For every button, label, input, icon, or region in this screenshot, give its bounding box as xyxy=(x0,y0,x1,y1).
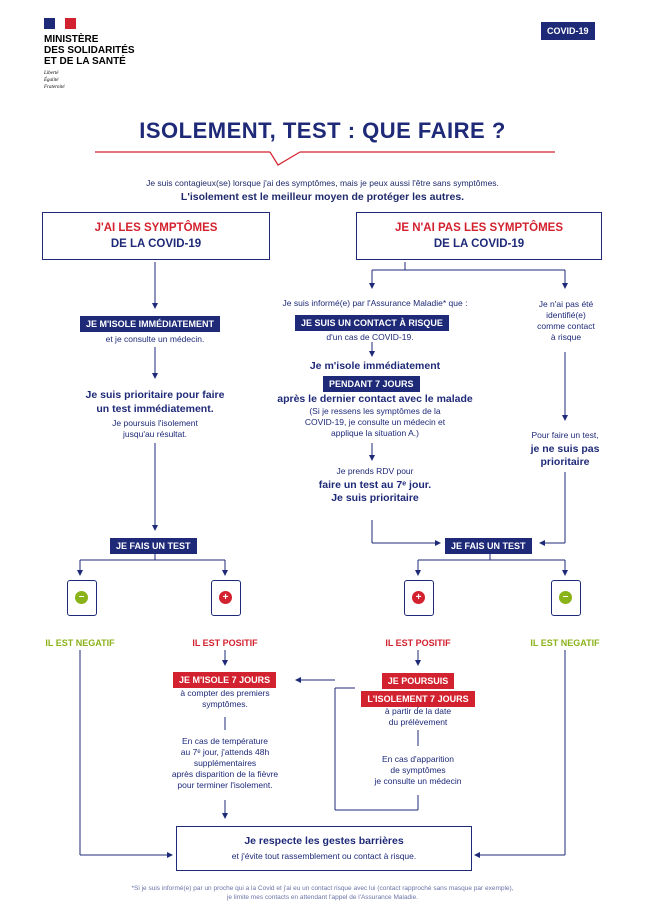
ministry-line3: ET DE LA SANTÉ xyxy=(44,56,126,67)
ministry-line1: MINISTÈRE xyxy=(44,34,99,45)
motto-egalite: Égalité xyxy=(44,78,59,83)
appear-line1: En cas d'apparition xyxy=(381,754,455,764)
fever-line5: pour terminer l'isolement. xyxy=(177,780,273,790)
rdv-line2: faire un test au 7ᵉ jour. xyxy=(318,479,432,491)
not-line1: Je n'ai pas été xyxy=(538,299,594,309)
not-line3: comme contact xyxy=(537,321,595,331)
fever-line1: En cas de température xyxy=(182,736,268,746)
continue-isolation-text xyxy=(60,418,250,440)
test-day7-text xyxy=(270,479,480,505)
isolate-line2: symptômes. xyxy=(202,699,248,709)
negative-label-left: IL EST NEGATIF xyxy=(45,638,115,648)
isolate-line1: à compter des premiers xyxy=(180,688,270,698)
fever-line4: après disparition de la fièvre xyxy=(171,769,279,779)
barrier-line2: et j'évite tout rassemblement ou contact à risque. xyxy=(231,851,417,861)
covid-case-text: d'un cas de COVID-19. xyxy=(326,332,414,342)
intro-line1: Je suis contagieux(se) lorsque j'ai des symptômes, mais je peux aussi l'être sans symptômes. xyxy=(146,178,499,188)
page-title: ISOLEMENT, TEST : QUE FAIRE ? xyxy=(139,118,506,143)
not-priority-text xyxy=(505,443,625,469)
covid-tag: COVID-19 xyxy=(541,22,595,40)
motto-liberte: Liberté xyxy=(44,71,59,76)
priority-test-text xyxy=(55,388,255,416)
isolate-immediately-text: Je m'isole immédiatement xyxy=(309,360,441,372)
barrier-line1: Je respecte les gestes barrières xyxy=(244,835,404,847)
fever-line3: supplémentaires xyxy=(193,758,257,768)
advice-line3: applique la situation A.) xyxy=(331,428,419,438)
positive-test-icon-left: + xyxy=(211,580,241,616)
symptoms-line2: DE LA COVID-19 xyxy=(110,238,202,250)
no-symptoms-line1: JE N'AI PAS LES SYMPTÔMES xyxy=(394,222,564,234)
barrier-gestures-box xyxy=(176,826,472,871)
test-not-priority-intro: Pour faire un test, xyxy=(531,430,599,440)
consult-doctor-text: et je consulte un médecin. xyxy=(105,334,205,344)
priority-line1: Je suis prioritaire pour faire xyxy=(85,389,225,401)
positive-label-left: IL EST POSITIF xyxy=(192,638,258,648)
advice-line1: (Si je ressens les symptômes de la xyxy=(309,406,441,416)
fever-advice-text xyxy=(145,736,305,791)
symptoms-line1: J'AI LES SYMPTÔMES xyxy=(94,222,218,234)
advice-line2: COVID-19, je consulte un médecin et xyxy=(304,417,446,427)
ministry-line2: DES SOLIDARITÉS xyxy=(44,45,135,56)
intro-line2: L'isolement est le meilleur moyen de protéger les autres. xyxy=(180,191,465,203)
footnote xyxy=(40,884,605,902)
not-priority-line1: je ne suis pas xyxy=(530,443,600,455)
flag-icon xyxy=(44,18,76,29)
symptoms-appear-text xyxy=(350,754,486,787)
test-badge-right: JE FAIS UN TEST xyxy=(445,538,532,554)
symptom-advice-text xyxy=(270,406,480,439)
ministry-logo xyxy=(44,18,135,91)
continue-badge-line1: JE POURSUIS xyxy=(382,673,455,689)
not-line4: à risque xyxy=(550,332,582,342)
risk-contact-badge: JE SUIS UN CONTACT À RISQUE xyxy=(295,315,449,331)
positive-label-right: IL EST POSITIF xyxy=(385,638,451,648)
isolate-immediately-badge: JE M'ISOLE IMMÉDIATEMENT xyxy=(80,316,220,332)
no-symptoms-line2: DE LA COVID-19 xyxy=(433,238,525,250)
appear-line3: je consulte un médecin xyxy=(374,776,462,786)
negative-label-right: IL EST NEGATIF xyxy=(530,638,600,648)
seven-days-badge: PENDANT 7 JOURS xyxy=(323,376,420,392)
priority-line2: un test immédiatement. xyxy=(96,403,214,415)
not-line2: identifié(e) xyxy=(546,310,586,320)
negative-test-icon-left: – xyxy=(67,580,97,616)
not-identified-text xyxy=(520,299,612,343)
negative-test-icon-right: – xyxy=(551,580,581,616)
informed-text: Je suis informé(e) par l'Assurance Maladie* que : xyxy=(282,298,468,308)
symptoms-box xyxy=(42,212,270,260)
continue-badge-line2: L'ISOLEMENT 7 JOURS xyxy=(361,691,474,707)
sample-date-text xyxy=(360,706,476,728)
appear-line2: de symptômes xyxy=(390,765,446,775)
sample-line1: à partir de la date xyxy=(384,706,452,716)
positive-test-icon-right: + xyxy=(404,580,434,616)
rdv-line3: Je suis prioritaire xyxy=(331,492,419,504)
motto-fraternite: Fraternité xyxy=(44,85,65,90)
continue-isolation-badge xyxy=(358,671,478,707)
continue-line2: jusqu'au résultat. xyxy=(123,429,187,439)
no-symptoms-box xyxy=(356,212,602,260)
isolate-7-days-badge: JE M'ISOLE 7 JOURS xyxy=(173,672,276,688)
sample-line2: du prélèvement xyxy=(388,717,448,727)
footnote-line2: je limite mes contacts en attendant l'appel de l'Assurance Maladie. xyxy=(226,894,419,901)
isolate-7-days-text xyxy=(155,688,295,710)
fever-line2: au 7ᵉ jour, j'attends 48h xyxy=(180,747,270,757)
rdv-text: Je prends RDV pour xyxy=(336,466,414,476)
test-badge-left: JE FAIS UN TEST xyxy=(110,538,197,554)
after-contact-text: après le dernier contact avec le malade xyxy=(277,393,473,405)
not-priority-line2: prioritaire xyxy=(540,456,590,468)
footnote-line1: *Si je suis informé(e) par un proche qui a la Covid et j'ai eu un contact risque avec lui (contact rapproché sans masque par exemple), xyxy=(131,885,514,892)
continue-line1: Je poursuis l'isolement xyxy=(112,418,198,428)
